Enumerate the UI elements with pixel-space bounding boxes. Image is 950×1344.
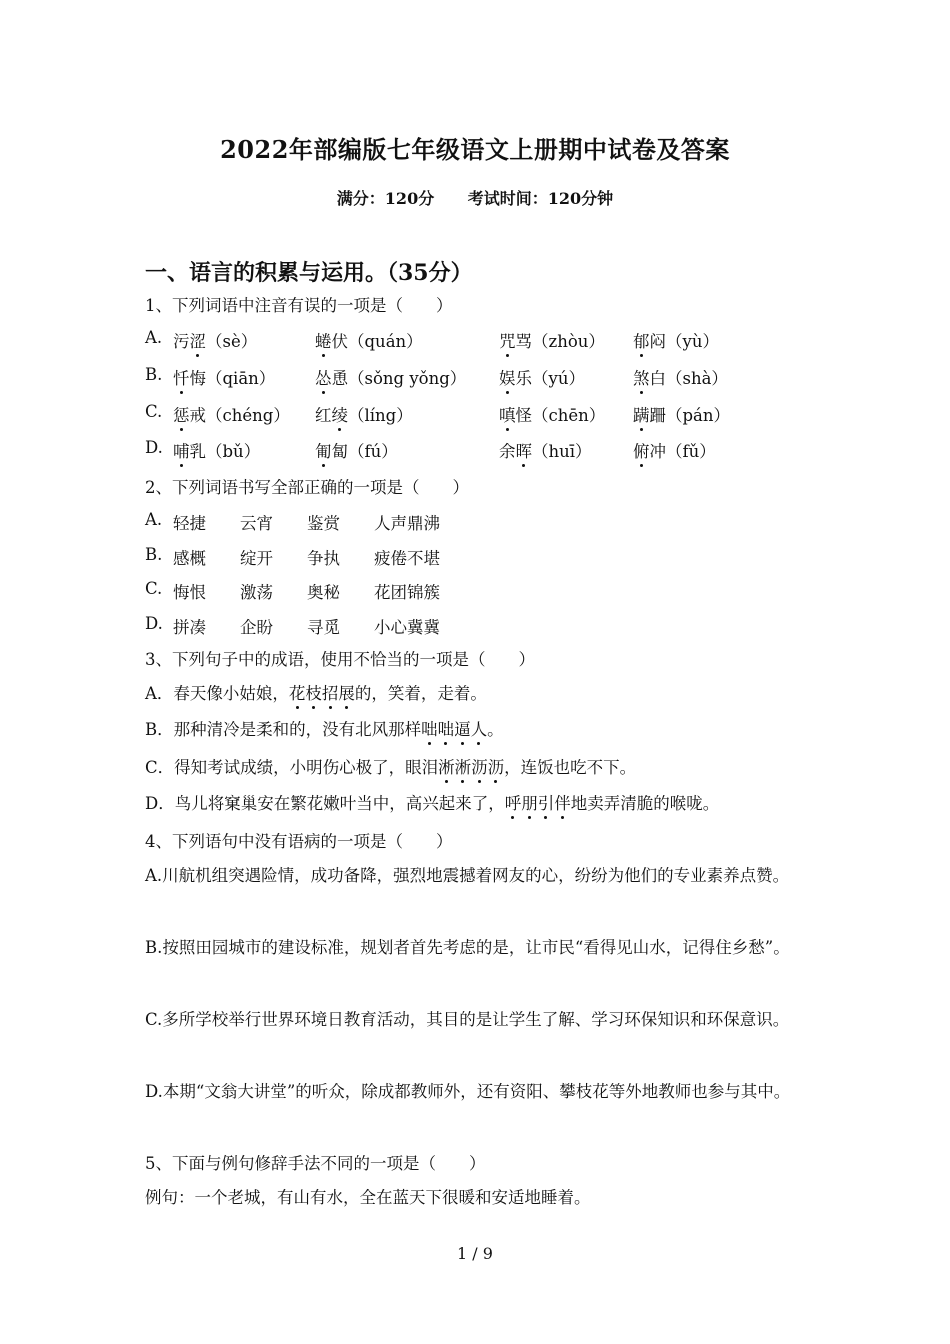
question-4-stem: 4、下列语句中没有语病的一项是（ ） <box>145 832 453 851</box>
word: 拼凑 <box>173 618 206 637</box>
word: 绽开 <box>240 549 273 568</box>
question-3-option-b <box>145 718 815 742</box>
dotted-char: 郁 <box>633 332 650 351</box>
dotted-char: 怂 <box>315 369 332 388</box>
question-4-option-a: A.川航机组突遇险情，成功备降，强烈地震撼着网友的心，纷纷为他们的专业素养点赞。 <box>145 866 790 885</box>
pinyin-text: （quán） <box>348 332 423 351</box>
word: 悔恨 <box>173 583 206 602</box>
dotted-char: 展 <box>338 684 355 703</box>
pinyin-text: （chēn） <box>532 406 606 425</box>
dotted-char: 引 <box>537 794 555 813</box>
pinyin-item: 嗔怪（chēn） <box>499 406 606 425</box>
question-3-option-c <box>145 756 815 780</box>
page-number: 1 / 9 <box>457 1244 493 1263</box>
question-4-option-b: B.按照田园城市的建设标准，规划者首先考虑的是，让市民“看得见山水，记得住乡愁”。 <box>145 938 790 957</box>
pinyin-item: 俯冲（fǔ） <box>633 442 716 461</box>
dotted-char: 沥 <box>471 758 488 777</box>
option-text: A．春天像小姑娘， <box>145 684 289 703</box>
option-label: A. <box>145 328 163 347</box>
dotted-char: 伴 <box>554 794 571 813</box>
pinyin-item: 娱乐（yú） <box>499 369 585 388</box>
pinyin-text: （bǔ） <box>206 442 261 461</box>
pinyin-text: （sè） <box>206 332 258 351</box>
word: 人声鼎沸 <box>374 514 440 533</box>
dotted-char: 呼 <box>504 794 522 813</box>
word: 小心冀冀 <box>374 618 440 637</box>
pinyin-item: 惩戒（chéng） <box>173 406 290 425</box>
page-title: 2022年部编版七年级语文上册期中试卷及答案 <box>220 135 730 164</box>
question-3-option-a <box>145 682 815 706</box>
question-1-stem: 1、下列词语中注音有误的一项是（ ） <box>145 296 453 315</box>
pinyin-text: （qiān） <box>206 369 276 388</box>
option-text: B．那种清冷是柔和的，没有北风那样 <box>145 720 422 739</box>
option-label: B. <box>145 365 163 384</box>
pinyin-item: 咒骂（zhòu） <box>499 332 605 351</box>
dotted-char: 蜷 <box>315 332 332 351</box>
option-text: 的，笑着，走着。 <box>354 684 487 703</box>
pinyin-text: （yú） <box>532 369 585 388</box>
dotted-char: 逼 <box>454 720 471 739</box>
dotted-idiom <box>421 720 487 739</box>
option-label: C. <box>145 402 163 421</box>
word: 寻觅 <box>307 618 340 637</box>
exam-info <box>0 186 950 209</box>
dotted-char: 蹒 <box>633 406 650 425</box>
pinyin-text: （yù） <box>666 332 719 351</box>
pinyin-text: （sǒng yǒng） <box>348 369 467 388</box>
pinyin-text: （shà） <box>666 369 728 388</box>
word: 感概 <box>173 549 206 568</box>
pinyin-item: 污涩（sè） <box>173 332 258 351</box>
dotted-char: 俯 <box>633 442 650 461</box>
option-text: C．得知考试成绩，小明伤心极了，眼泪 <box>145 758 439 777</box>
pinyin-text: （líng） <box>348 406 413 425</box>
question-4-option-c: C.多所学校举行世界环境日教育活动，其目的是让学生了解、学习环保知识和环保意识。 <box>145 1010 790 1029</box>
pinyin-text: （chéng） <box>206 406 290 425</box>
word: 轻捷 <box>173 514 206 533</box>
pinyin-item: 蹒跚（pán） <box>633 406 731 425</box>
option-label: D. <box>145 614 163 633</box>
dotted-char: 咄 <box>437 720 455 739</box>
dotted-char: 淅 <box>454 758 472 777</box>
dotted-char: 咒 <box>499 332 516 351</box>
word: 企盼 <box>240 618 273 637</box>
pinyin-item: 忏悔（qiān） <box>173 369 276 388</box>
pinyin-item: 余晖（huī） <box>499 442 592 461</box>
dotted-char: 嗔 <box>499 406 516 425</box>
dotted-char: 匍 <box>315 442 332 461</box>
section-heading: 一、语言的积累与运用。（35分） <box>145 260 473 286</box>
word: 奥秘 <box>307 583 340 602</box>
dotted-char: 忏 <box>173 369 190 388</box>
pinyin-text: （pán） <box>666 406 731 425</box>
option-label: A. <box>145 510 163 529</box>
dotted-char: 朋 <box>521 794 538 813</box>
question-4-option-d: D.本期“文翁大讲堂”的听众，除成都教师外，还有资阳、攀枝花等外地教师也参与其中。 <box>145 1082 791 1101</box>
pinyin-text: （fǔ） <box>666 442 716 461</box>
word: 云宵 <box>240 514 273 533</box>
full-score: 满分：120分 <box>336 189 435 208</box>
option-text: ，连饭也吃不下。 <box>504 758 637 777</box>
pinyin-item: 红绫（líng） <box>315 406 413 425</box>
dotted-char: 晖 <box>515 442 532 461</box>
dotted-char: 涩 <box>189 332 206 351</box>
option-text: 。 <box>487 720 504 739</box>
pinyin-item: 怂恿（sǒng yǒng） <box>315 369 467 388</box>
dotted-idiom <box>505 794 571 813</box>
option-label: C. <box>145 579 163 598</box>
pinyin-item: 哺乳（bǔ） <box>173 442 261 461</box>
pinyin-item: 郁闷（yù） <box>633 332 719 351</box>
word: 激荡 <box>240 583 273 602</box>
dotted-char: 沥 <box>487 758 505 777</box>
dotted-char: 花 <box>288 684 306 703</box>
pinyin-item: 蜷伏（quán） <box>315 332 423 351</box>
dotted-char: 枝 <box>305 684 322 703</box>
pinyin-item: 煞白（shà） <box>633 369 728 388</box>
dotted-char: 咄 <box>421 720 438 739</box>
dotted-char: 绫 <box>331 406 348 425</box>
question-5-stem: 5、下面与例句修辞手法不同的一项是（ ） <box>145 1154 486 1173</box>
exam-time: 考试时间：120分钟 <box>467 189 614 208</box>
pinyin-text: （huī） <box>532 442 592 461</box>
dotted-char: 娱 <box>499 369 516 388</box>
question-5-example: 例句：一个老城，有山有水，全在蓝天下很暖和安适地睡着。 <box>145 1188 591 1207</box>
question-2-stem: 2、下列词语书写全部正确的一项是（ ） <box>145 478 469 497</box>
dotted-char: 招 <box>321 684 339 703</box>
dotted-char: 哺 <box>173 442 190 461</box>
option-label: B. <box>145 545 163 564</box>
question-3-option-d <box>145 792 815 816</box>
dotted-char: 淅 <box>438 758 455 777</box>
pinyin-item: 匍匐（fú） <box>315 442 398 461</box>
dotted-idiom <box>438 758 504 777</box>
option-text: D．鸟儿将窠巢安在繁花嫩叶当中，高兴起来了， <box>145 794 505 813</box>
dotted-idiom <box>289 684 355 703</box>
dotted-char: 人 <box>470 720 488 739</box>
word: 疲倦不堪 <box>374 549 440 568</box>
question-3-stem: 3、下列句子中的成语，使用不恰当的一项是（ ） <box>145 650 535 669</box>
dotted-char: 煞 <box>633 369 650 388</box>
option-text: 地卖弄清脆的喉咙。 <box>570 794 720 813</box>
word: 争执 <box>307 549 340 568</box>
dotted-char: 惩 <box>173 406 190 425</box>
option-label: D. <box>145 438 163 457</box>
word: 花团锦簇 <box>374 583 440 602</box>
pinyin-text: （fú） <box>348 442 398 461</box>
pinyin-text: （zhòu） <box>532 332 605 351</box>
word: 鉴赏 <box>307 514 340 533</box>
